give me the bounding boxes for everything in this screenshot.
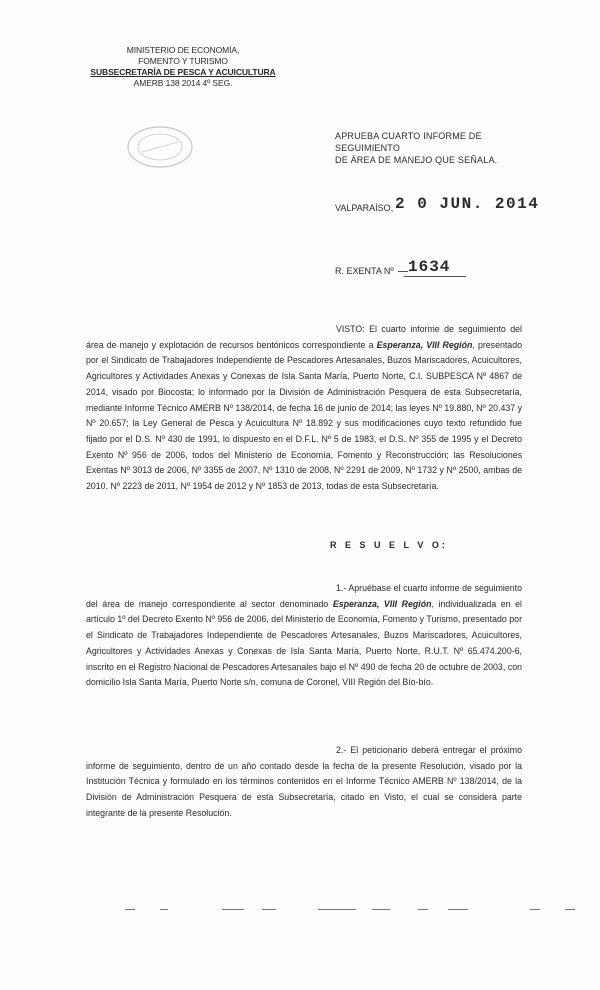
article-2-text: 2.- El peticionario deberá entregar el próximo informe de seguimiento, dentro de un año contado desde la fecha de la presente Resolución, visado por la Institución Técnica y formulado en los términos contenidos en el Informe Técnico AMERB Nº 138/2014, de la División de Administración Pesquera de esta Subsecretaría, citado en Visto, el cual se considera parte integrante de la presente Resolución. [86,745,522,818]
resolution-date-stamp: 2 0 JUN. 2014 [395,195,540,213]
resolution-subject [335,130,535,166]
file-reference: AMERB 138 2014 4º SEG. [133,78,233,88]
footer-rule [418,908,428,910]
letterhead [88,45,278,89]
official-stamp [120,122,200,172]
article-2 [86,743,522,822]
footer-rule [318,908,356,910]
subject-line-1: APRUEBA CUARTO INFORME DE SEGUIMIENTO [335,131,482,153]
footer-rule [160,908,168,910]
footer-rule [262,908,276,910]
footer-rule [565,908,575,910]
article-1-area-name: Esperanza, VIII Región [332,598,432,609]
footer-rule [222,908,244,910]
ministry-subname: FOMENTO Y TURISMO [138,56,228,66]
footer-rule [448,908,468,910]
resuelvo-heading: R E S U E L V O: [330,540,448,550]
visto-paragraph [86,322,522,495]
place-label: VALPARAÍSO, [335,203,394,213]
visto-area-name: Esperanza, VIII Región [376,339,473,350]
ministry-name: MINISTERIO DE ECONOMÍA, [126,45,240,55]
subsecretaria-name: SUBSECRETARÍA DE PESCA Y ACUICULTURA [90,67,276,77]
exenta-label: R. EXENTA Nº [335,266,394,276]
footer-rule [372,908,390,910]
article-1-lead: 1.- Apruébase el cuarto informe de seguimiento del área de manejo correspondiente al sector denominado [86,583,522,609]
visto-lead: VISTO: El cuarto informe de seguimiento del área de manejo y explotación de recursos bentónicos correspondiente a [86,324,522,350]
footer-rule [125,908,135,910]
article-1-rest: , individualizada en el artículo 1º del Decreto Exento Nº 956 de 2006, del Ministerio de Economía, Fomento y Turismo, presentado por el Sindicato de Trabajadores Independiente de Pescadores Artesanales, Buzos Mariscadores, Acuicultores, Agricultores y Actividades Anexas y Conexas de Isla Santa María, Puerto Norte, R.U.T. Nº 65.474.200-6, inscrito en el Registro Nacional de Pescadores Artesanales bajo el Nº 490 de fecha 20 de octubre de 2003, con domicilio Isla Santa María, Puerto Norte s/n, comuna de Coronel, VIII Región del Bío-bío. [86,598,522,688]
visto-rest: , presentado por el Sindicato de Trabajadores Independiente de Pescadores Artesanales, Buzos Mariscadores, Acuicultores, Agricultores y Actividades Anexas y Conexas de Isla Santa María, Puerto Norte, C.I. SUBPESCA Nº 4867 de 2014, visado por Biocosta; lo informado por la División de Administración Pesquera de esta Subsecretaría, mediante Informe Técnico AMERB Nº 138/2014, de fecha 16 de junio de 2014; las leyes Nº 19.880, Nº 20.437 y Nº 20.657; la Ley General de Pesca y Acuicultura Nº 18.892 y sus modificaciones cuyo texto refundido fue fijado por el D.S. Nº 430 de 1991, lo dispuesto en el D.F.L. Nº 5 de 1983, el D.S. Nº 355 de 1995 y el Decreto Exento Nº 956 de 2006, todos del Ministerio de Economía, Fomento y Reconstrucción; las Resoluciones Exentas Nº 3013 de 2006, Nº 3355 de 2007, Nº 1310 de 2008, Nº 2291 de 2009, Nº 1732 y Nº 2500, ambas de 2010, Nº 2223 de 2011, Nº 1954 de 2012 y Nº 1853 de 2013, todas de esta Subsecretaría. [86,339,522,492]
subject-line-2: DE ÁREA DE MANEJO QUE SEÑALA. [335,155,498,165]
footer-rule [530,908,540,910]
article-1 [86,581,522,691]
resolution-number-underline [404,276,466,277]
resolution-number: 1634 [408,258,451,276]
exenta-dash [398,271,408,272]
exenta-label-row [335,266,412,276]
